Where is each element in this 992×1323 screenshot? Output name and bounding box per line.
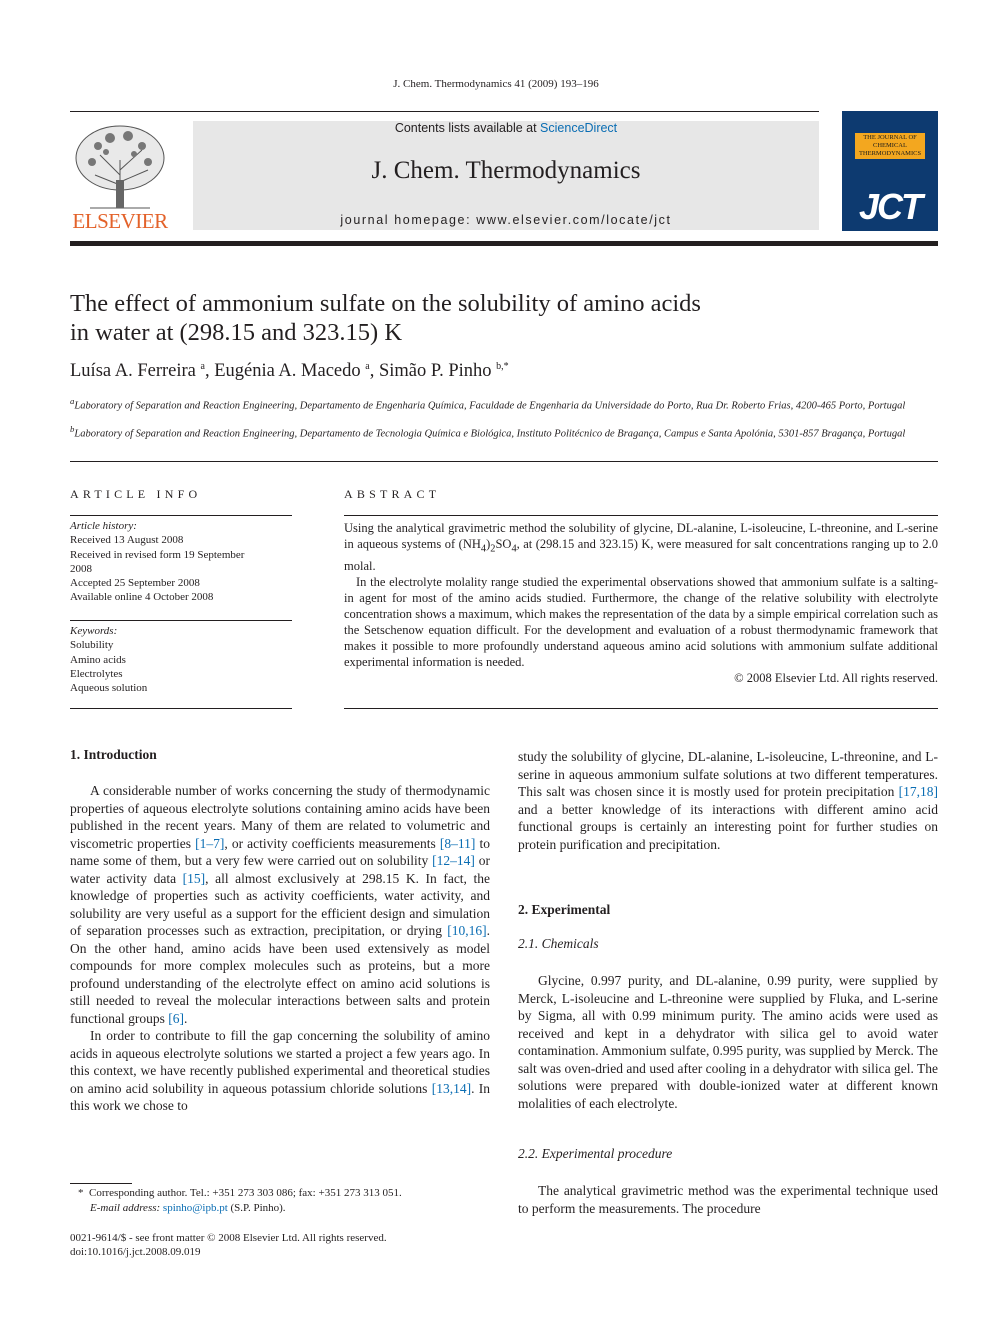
reference-link[interactable]: [13,14] xyxy=(431,1080,472,1096)
revised-date: Received in revised form 19 September xyxy=(70,548,245,561)
intro-continued xyxy=(518,748,938,853)
article-title xyxy=(70,289,870,347)
intro-paragraph: A considerable number of works concerning the study of thermodynamic properties of aqueous electrolyte solutions containing amino acids have been published in the recent years. Many of them are related to volumetric and viscometric properties [1–7], or activity coefficients measurements [8–11] to name some of them, but a very few were carried out on solubility [12–14] or water activity data [15], all almost exclusively at 298.15 K. In fact, the knowledge of properties such as activity coefficients, water activity, and solubility are very useful as a support for the efficient design and simulation of separation processes such as extraction, precipitation, or drying [10,16]. On the other hand, amino acids have been used extensively as model compounds for more complex molecules such as proteins, but a more profound understanding of the electrolyte effect on amino acid solutions is still needed to reveal the molecular interactions between salts and protein functional groups [6]. xyxy=(70,783,490,1026)
doi-line[interactable]: doi:10.1016/j.jct.2008.09.019 xyxy=(70,1246,201,1258)
journal-name: J. Chem. Thermodynamics xyxy=(371,157,641,184)
keywords-rule xyxy=(70,620,292,621)
corresponding-author-footnote: * Corresponding author. Tel.: +351 273 303 086; fax: +351 273 313 051. E-mail address: spinho@ipb.pt (S.P. Pinho). xyxy=(78,1187,402,1214)
author-affil-mark: a xyxy=(365,361,370,372)
journal-citation: J. Chem. Thermodynamics 41 (2009) 193–196 xyxy=(393,78,599,90)
abstract-paragraph: Using the analytical gravimetric method the solubility of glycine, DL-alanine, L-isoleucine, L-threonine, and L-serine in aqueous systems of $(NH_4)_2SO_4$, at (298.15 and 323.15) K, were measured for salt concentrations ranging up to 2.0 molal. xyxy=(344,521,938,573)
abstract-bottom-rule xyxy=(344,708,938,709)
author-affil-mark: a xyxy=(200,361,205,372)
online-date: Available online 4 October 2008 xyxy=(70,591,214,604)
affiliation-text: Laboratory of Separation and Reaction Engineering, Departamento de Engenharia Química, Faculdade de Engenharia da Universidade do Porto, Rua Dr. Roberto Frias, 4200-465 Porto, Portugal xyxy=(74,400,906,412)
abstract-paragraph: In the electrolyte molality range studied the experimental observations showed that ammonium sulfate is a salting-in agent for most of the amino acids studied. Furthermore, the change of the relative solubility with electrolyte concentration shows a maximum, which makes the representation of the data by a simple empirical correlation such as the Setschenow equation difficult. For the development and evaluation of a robust thermodynamic framework that makes it possible to more profoundly understand aqueous amino acid solutions with ammonium sulfate additional experimental information is needed. xyxy=(344,574,938,669)
intro-heading: 1. Introduction xyxy=(70,747,157,762)
chemicals-heading: 2.1. Chemicals xyxy=(518,936,599,951)
keywords xyxy=(70,624,292,695)
author-name[interactable]: Simão P. Pinho xyxy=(378,361,492,382)
header-rule xyxy=(70,111,819,112)
title-line-1: The effect of ammonium sulfate on the solubility of amino acids xyxy=(70,290,701,317)
keyword: Electrolytes xyxy=(70,667,123,680)
reference-link[interactable]: [10,16] xyxy=(447,923,487,938)
reference-link[interactable]: [17,18] xyxy=(898,784,938,799)
contents-prefix: Contents lists available at xyxy=(394,121,541,135)
accepted-date: Accepted 25 September 2008 xyxy=(70,577,200,590)
bottom-metadata xyxy=(70,1231,387,1259)
abstract-copyright: © 2008 Elsevier Ltd. All rights reserved. xyxy=(734,670,938,685)
revised-date-year: 2008 xyxy=(70,562,92,575)
affiliation-text: Laboratory of Separation and Reaction Engineering, Departamento de Tecnologia Química e Biológica, Instituto Politécnico de Bragança, Campus e Santa Apolónia, 5301-857 Bragança, Portugal xyxy=(74,428,906,440)
article-info-rule xyxy=(70,515,292,516)
affiliation-mark: a xyxy=(70,396,75,406)
reference-link[interactable]: [8–11] xyxy=(439,835,476,851)
intro-text xyxy=(70,782,490,1115)
journal-homepage[interactable]: journal homepage: www.elsevier.com/locate/jct xyxy=(340,213,672,227)
reference-link[interactable]: [12–14] xyxy=(432,853,475,868)
sciencedirect-link[interactable]: ScienceDirect xyxy=(540,121,618,135)
abstract-heading: ABSTRACT xyxy=(344,487,441,501)
contents-line xyxy=(193,121,819,135)
intro-paragraph: study the solubility of glycine, DL-alanine, L-isoleucine, L-threonine, and L-serine in aqueous ammonium sulfate solutions at two different temperatures. This salt was chosen since it is mostly used for protein precipitation [17,18] and a better knowledge of its interactions with different amino acid functional groups is certainly an interesting point for further studies on protein purification and precipitation. xyxy=(518,749,938,852)
email-link[interactable]: spinho@ipb.pt xyxy=(162,1201,228,1214)
procedure-paragraph: The analytical gravimetric method was the experimental technique used to perform the measurements. The procedure xyxy=(518,1183,938,1216)
footnote-rule xyxy=(70,1183,132,1184)
procedure-text xyxy=(518,1182,938,1217)
reference-link[interactable]: [6] xyxy=(168,1010,184,1026)
author-list: Luísa A. Ferreira $^a$, Eugénia A. Macedo $^a$, Simão P. Pinho $^{b,*}$ xyxy=(70,361,509,382)
keyword: Amino acids xyxy=(70,653,126,666)
author-affil-mark: b,* xyxy=(496,361,509,372)
issn-line: 0021-9614/$ - see front matter © 2008 Elsevier Ltd. All rights reserved. xyxy=(70,1232,387,1244)
affiliation-mark: b xyxy=(70,424,75,434)
received-date: Received 13 August 2008 xyxy=(70,534,184,547)
cover-label: THE JOURNAL OF CHEMICAL THERMODYNAMICS xyxy=(855,133,925,159)
experimental-heading: 2. Experimental xyxy=(518,902,611,917)
corresponding-author: Corresponding author. Tel.: +351 273 303 086; fax: +351 273 313 051. xyxy=(89,1187,402,1199)
keyword: Solubility xyxy=(70,639,114,652)
procedure-heading: 2.2. Experimental procedure xyxy=(518,1146,673,1161)
reference-link[interactable]: [15] xyxy=(182,870,206,886)
abstract-rule xyxy=(344,515,938,516)
abstract-body xyxy=(344,520,938,686)
title-line-2: in water at (298.15 and 323.15) K xyxy=(70,319,403,346)
cover-abbrev: JCT xyxy=(858,186,921,227)
reference-link[interactable]: [1–7] xyxy=(195,835,225,851)
chemicals-text xyxy=(518,972,938,1112)
keyword: Aqueous solution xyxy=(70,682,148,695)
elsevier-logo-text: ELSEVIER xyxy=(72,209,168,233)
affiliation-a xyxy=(70,394,938,414)
intro-paragraph: In order to contribute to fill the gap concerning the solubility of amino acids in aqueous electrolyte solutions we started a project a few years ago. In this context, we have recently published experimental and theoretical studies on amino acid solubility in aqueous potassium chloride solutions [13,14]. In this work we chose to xyxy=(70,1028,490,1113)
header-thick-rule xyxy=(70,241,938,246)
keywords-label: Keywords: xyxy=(70,625,118,637)
author-name[interactable]: Luísa A. Ferreira xyxy=(70,361,196,382)
info-bottom-rule xyxy=(70,708,292,709)
email-label: E-mail address: xyxy=(90,1201,161,1214)
author-name[interactable]: Eugénia A. Macedo xyxy=(214,361,361,382)
affiliation-b xyxy=(70,422,938,442)
chemicals-paragraph: Glycine, 0.997 purity, and DL-alanine, 0.99 purity, were supplied by Merck, L-isoleucine and L-threonine were supplied by Fluka, and L-serine by Sigma, all with 0.99 minimum purity. The amino acids were used as received and kept in a dehydrator with silica gel to avoid water contamination. Ammonium sulfate, 0.995 purity, was supplied by Merck. The salt was oven-dried and used after cooling in a dehydrator with silica gel. The solutions were prepared with double-ionized water at different known molalities of each electrolyte. xyxy=(518,973,938,1111)
article-history xyxy=(70,519,292,605)
history-label: Article history: xyxy=(70,520,137,532)
article-info-heading: ARTICLE INFO xyxy=(70,487,202,501)
affiliation-rule xyxy=(70,461,938,462)
